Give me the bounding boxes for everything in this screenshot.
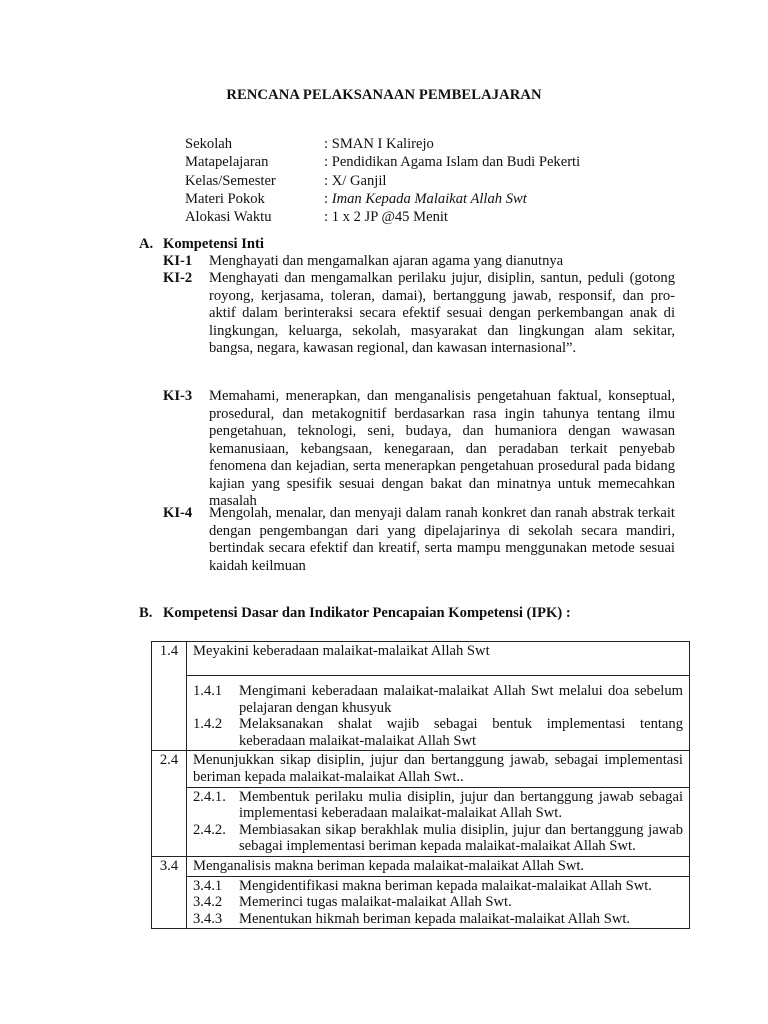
table-row [152,642,690,676]
indicator-item [193,911,683,928]
indicator-code: 3.4.1 [193,877,223,894]
indicator-item [193,822,683,855]
indicator-code: 1.4.1 [193,683,223,699]
identity-row-subject [185,154,580,172]
identity-value: : Pendidikan Agama Islam dan Budi Pekerti [324,154,581,171]
table-row [152,856,690,876]
section-letter: B. [139,605,153,621]
identity-label: Sekolah [185,136,233,152]
identity-value-italic: Iman Kepada Malaikat Allah Swt [331,190,527,207]
identity-value: : SMAN I Kalirejo [324,136,434,152]
table-row [152,787,690,856]
indicator-code: 3.4.3 [193,910,223,927]
kd-description: Menunjukkan sikap disiplin, jujur dan bertanggung jawab, sebagai implementasi beriman kepada malaikat-malaikat Allah Swt.. [187,751,690,787]
identity-value: : X/ Ganjil [324,172,387,189]
table-row [152,751,690,787]
identity-value: : 1 x 2 JP @45 Menit [324,209,448,226]
ki-code: KI-1 [163,253,193,269]
ki-code: KI-3 [163,388,193,404]
ki-text: Mengolah, menalar, dan menyaji dalam ranah konkret dan ranah abstrak terkait dengan pengembangan dari yang dipelajarinya di sekolah secara mandiri, bertindak secara efektif dan kreatif, serta mampu menggunakan metode sesuai kaidah keilmuan [209,505,675,574]
kd-description: Meyakini keberadaan malaikat-malaikat Allah Swt [187,642,690,676]
indicator-text: Mengimani keberadaan malaikat-malaikat Allah Swt melalui doa sebelum pelajaran dengan khusyuk [239,683,683,716]
ki-text: Menghayati dan mengamalkan ajaran agama yang dianutnya [209,253,564,269]
ki-code: KI-2 [163,270,193,286]
table-row [152,876,690,929]
indicator-item [193,789,683,822]
indicator-item [193,894,683,911]
kd-number: 1.4 [152,642,187,751]
section-title: Kompetensi Dasar dan Indikator Pencapaian Kompetensi (IPK) : [163,605,571,621]
identity-block [185,136,580,227]
indicator-item [193,878,683,895]
kd-number: 3.4 [152,856,187,928]
ki-item-1 [163,253,675,271]
kd-description: Menganalisis makna beriman kepada malaikat-malaikat Allah Swt. [187,856,690,876]
identity-label: Alokasi Waktu [185,209,272,226]
indicator-text: Menentukan hikmah beriman kepada malaikat-malaikat Allah Swt. [239,910,631,927]
indicator-item [193,683,683,716]
indicator-item [193,716,683,749]
indicator-cell [187,876,690,929]
section-a-heading [139,236,264,254]
indicator-code: 1.4.2 [193,716,223,733]
kd-number: 2.4 [152,751,187,857]
ki-item-4 [163,505,675,575]
kd-ipk-table [151,641,690,929]
table-row [152,676,690,751]
section-letter: A. [139,236,154,252]
section-title: Kompetensi Inti [163,236,264,252]
identity-label: Kelas/Semester [185,172,276,189]
indicator-text: Melaksanakan shalat wajib sebagai bentuk implementasi tentang keberadaan malaikat-malaikat Allah Swt [239,716,683,749]
indicator-text: Memerinci tugas malaikat-malaikat Allah Swt. [239,894,512,911]
ki-code: KI-4 [163,505,193,521]
identity-row-class [185,173,580,191]
indicator-code: 3.4.2 [193,894,223,911]
indicator-cell [187,676,690,751]
identity-label: Matapelajaran [185,154,269,171]
identity-row-topic [185,191,580,209]
ki-text: Menghayati dan mengamalkan perilaku jujur, disiplin, santun, peduli (gotong royong, kerjasama, toleran, damai), bertanggung jawab, responsif, dan pro-aktif dalam berinteraksi secara efektif sesuai dengan perkembangan anak di lingkungan, keluarga, sekolah, masyarakat dan lingkungan alam sekitar, bangsa, negara, kawasan regional, dan kawasan internasional”. [209,270,675,356]
identity-value [324,191,527,209]
indicator-text: Mengidentifikasi makna beriman kepada malaikat-malaikat Allah Swt. [239,877,652,894]
indicator-text: Membentuk perilaku mulia disiplin, jujur dan bertanggung jawab sebagai implementasi keberadaan malaikat-malaikat Allah Swt. [239,788,683,822]
indicator-cell [187,787,690,856]
identity-value-prefix: : [324,190,332,207]
section-b-heading [139,605,571,623]
indicator-text: Membiasakan sikap berakhlak mulia disiplin, jujur dan bertanggung jawab sebagai implementasi beriman kepada malaikat-malaikat Allah Swt. [239,821,683,855]
document-title: RENCANA PELAKSANAAN PEMBELAJARAN [226,87,542,103]
ki-item-3 [163,388,675,511]
identity-row-time [185,209,580,227]
identity-row-school [185,136,580,154]
ki-text: Memahami, menerapkan, dan menganalisis pengetahuan faktual, konseptual, prosedural, dan metakognitif berdasarkan rasa ingin tahunya tentang ilmu pengetahuan, teknologi, seni, budaya, dan humaniora dengan wawasan kemanusiaan, kebangsaan, kenegaraan, dan peradaban terkait penyebab fenomena dan kejadian, serta menerapkan pengetahuan prosedural pada bidang kajian yang spesifik sesuai dengan bakat dan minatnya untuk memecahkan masalah [209,388,675,509]
ki-item-2 [163,270,675,358]
identity-label: Materi Pokok [185,190,265,207]
indicator-code: 2.4.1. [193,788,226,805]
indicator-code: 2.4.2. [193,821,226,838]
